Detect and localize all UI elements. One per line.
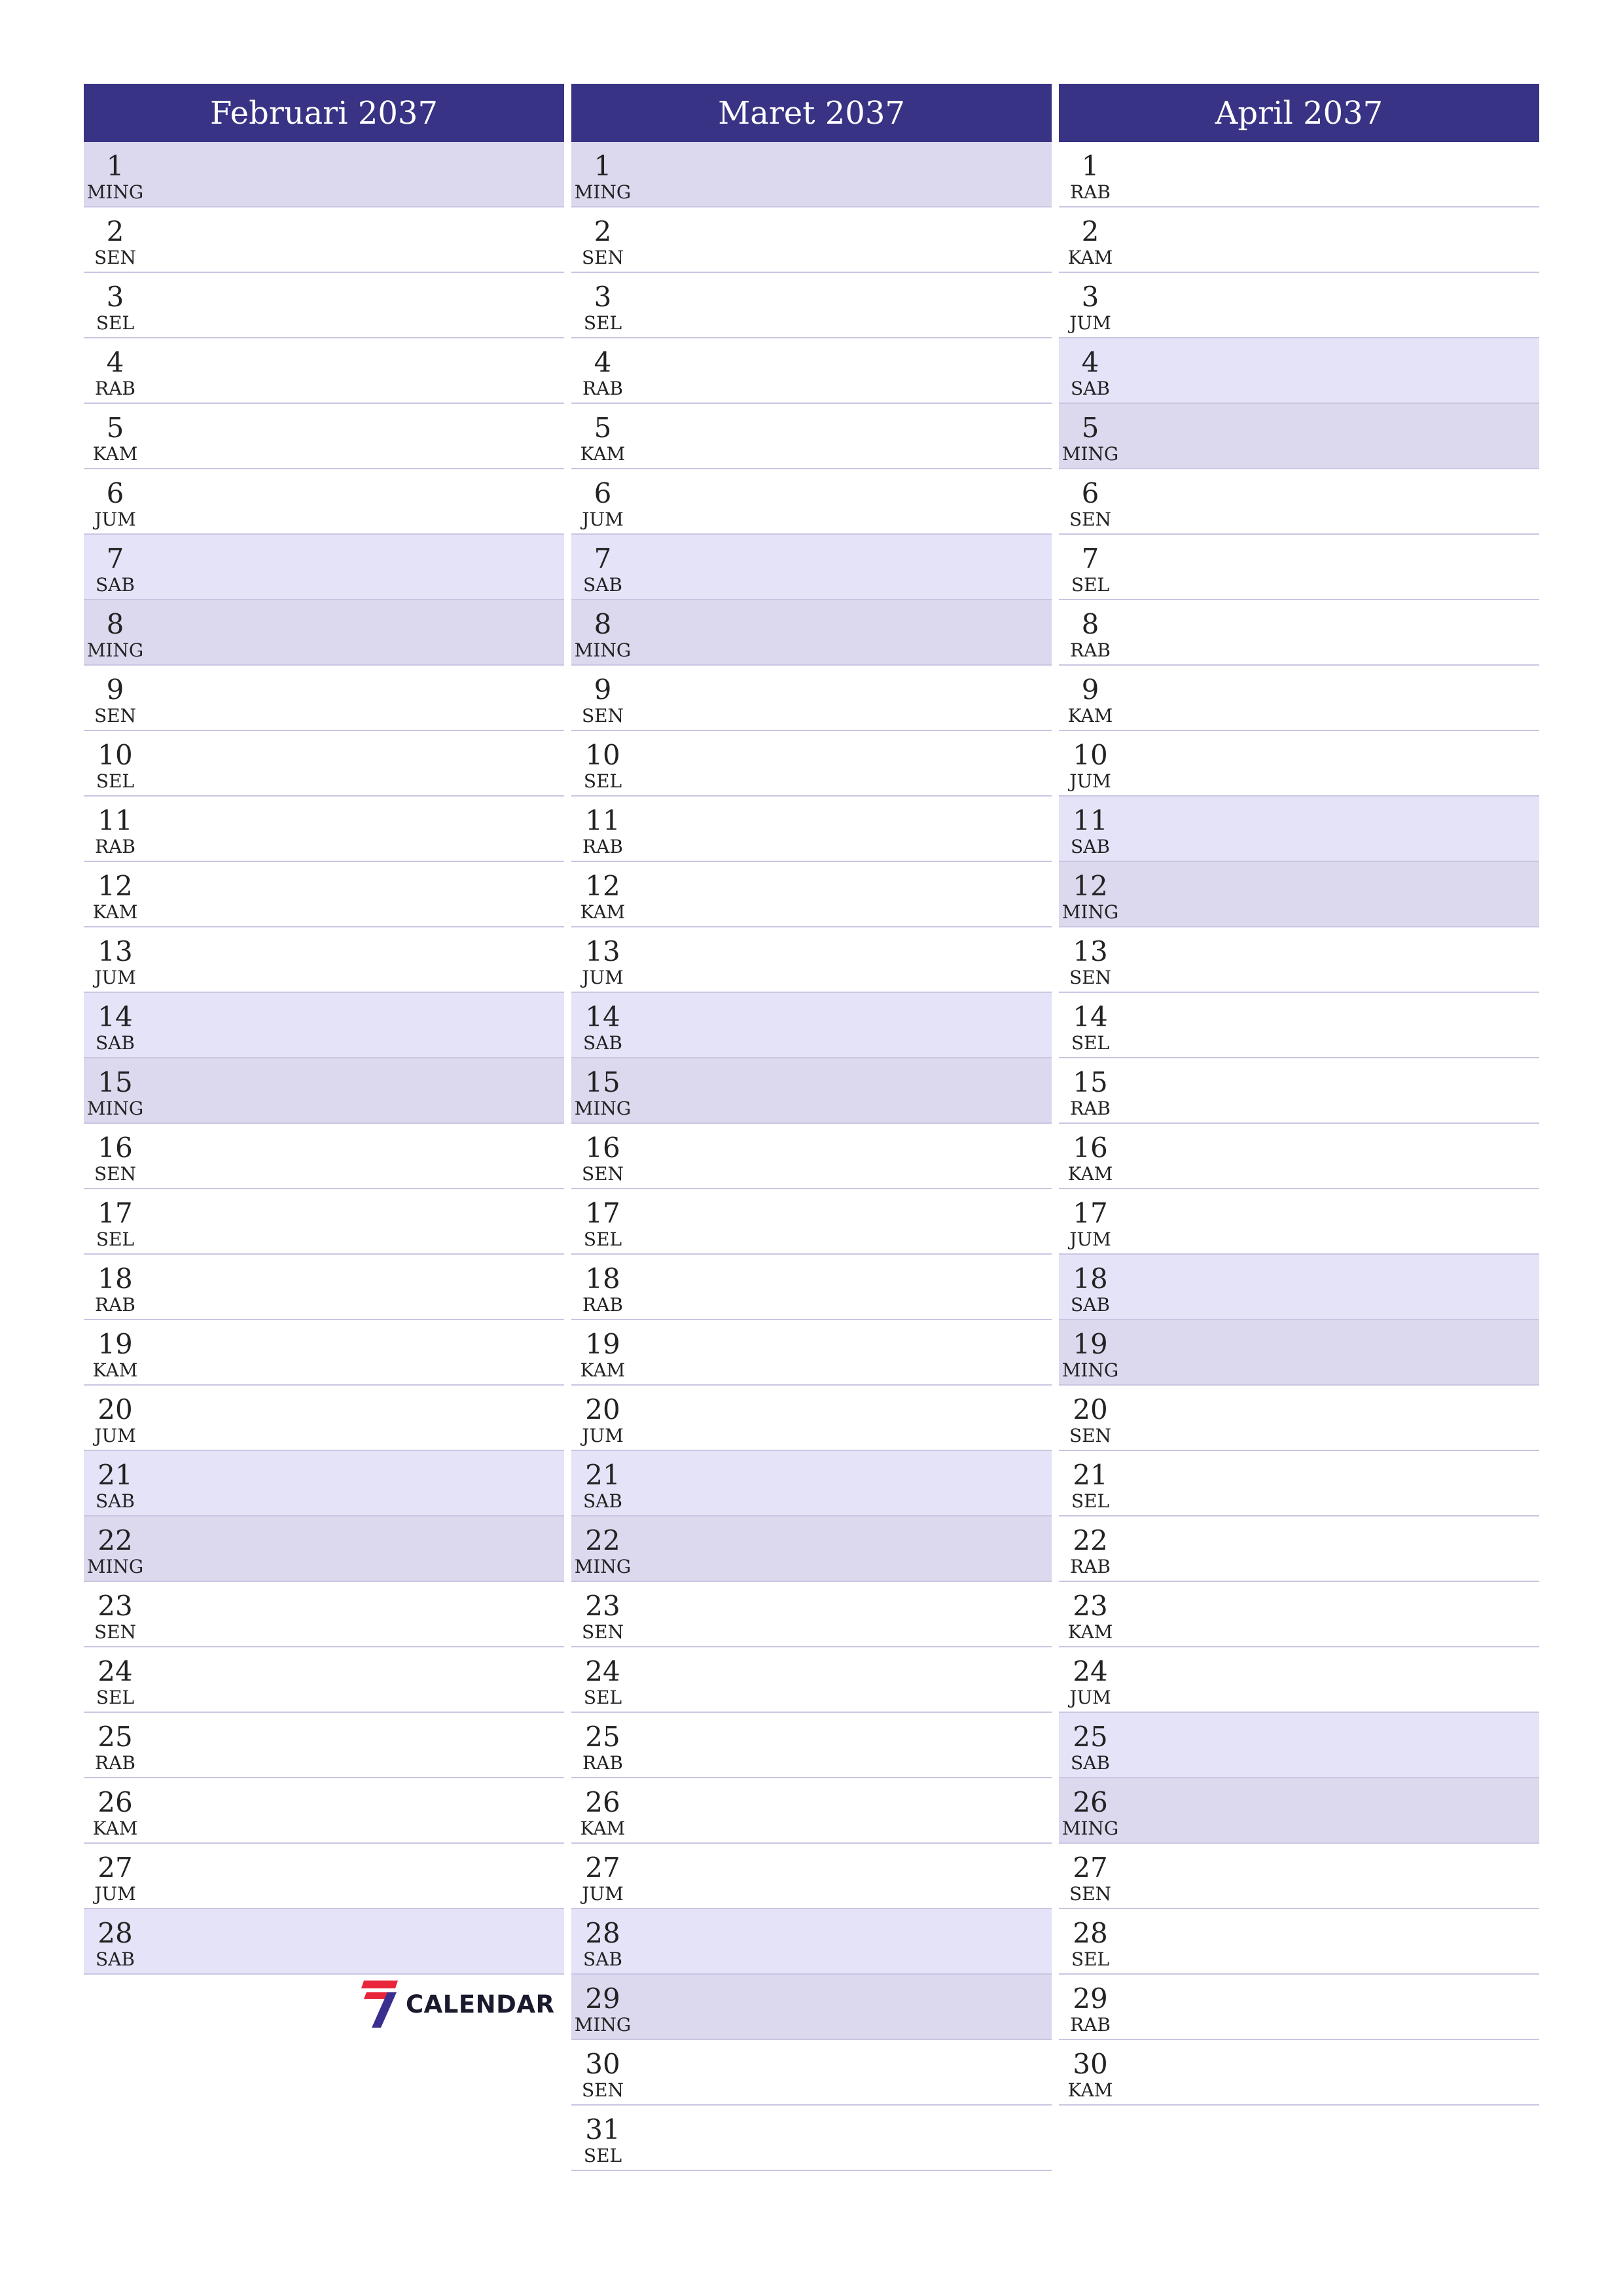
- day-row: [571, 1516, 1052, 1582]
- day-row: [84, 927, 564, 993]
- day-row: [571, 404, 1052, 469]
- day-list: [84, 142, 564, 1975]
- day-number: 11: [1073, 804, 1108, 836]
- day-number: 5: [106, 412, 124, 444]
- day-number: 17: [1073, 1197, 1108, 1229]
- day-name: KAM: [580, 443, 626, 465]
- day-row: [1059, 600, 1539, 666]
- day-row: [571, 1909, 1052, 1975]
- day-number: 20: [98, 1393, 133, 1426]
- day-name: SEN: [581, 705, 624, 726]
- day-row: [84, 1255, 564, 1320]
- day-name: KAM: [92, 901, 138, 923]
- day-row: [84, 731, 564, 797]
- logo-text: CALENDAR: [406, 1990, 555, 2018]
- day-number: 19: [585, 1328, 620, 1360]
- day-name: RAB: [582, 1752, 623, 1774]
- day-row: [84, 1451, 564, 1516]
- day-row: [84, 207, 564, 273]
- day-number: 26: [1073, 1786, 1108, 1818]
- month-column-february: [84, 84, 564, 1975]
- day-row: [571, 927, 1052, 993]
- day-number: 4: [106, 346, 124, 378]
- day-number: 15: [98, 1066, 133, 1098]
- day-row: [1059, 1189, 1539, 1255]
- day-row: [571, 862, 1052, 927]
- day-name: SAB: [583, 574, 622, 596]
- day-name: SAB: [1071, 1752, 1110, 1774]
- day-name: SAB: [96, 1490, 135, 1512]
- day-row: [1059, 1451, 1539, 1516]
- day-name: SAB: [583, 1490, 622, 1512]
- day-number: 26: [585, 1786, 620, 1818]
- day-number: 10: [585, 739, 620, 771]
- day-number: 8: [106, 608, 124, 640]
- day-name: KAM: [1067, 1621, 1113, 1643]
- day-name: KAM: [1067, 2079, 1113, 2101]
- day-name: KAM: [1067, 247, 1113, 268]
- day-number: 21: [1073, 1459, 1108, 1491]
- day-number: 14: [98, 1001, 133, 1033]
- day-name: SEN: [94, 705, 137, 726]
- day-name: RAB: [582, 1294, 623, 1316]
- day-row: [84, 1647, 564, 1713]
- day-row: [571, 1844, 1052, 1909]
- day-number: 21: [585, 1459, 620, 1491]
- day-number: 23: [98, 1590, 133, 1622]
- day-number: 18: [1073, 1263, 1108, 1295]
- day-row: [1059, 666, 1539, 731]
- day-name: MING: [1061, 443, 1119, 465]
- day-number: 10: [98, 739, 133, 771]
- day-name: SEL: [583, 2145, 622, 2166]
- day-row: [571, 338, 1052, 404]
- day-row: [84, 797, 564, 862]
- day-row: [84, 1909, 564, 1975]
- day-name: JUM: [1069, 312, 1111, 334]
- day-number: 16: [585, 1132, 620, 1164]
- day-name: MING: [86, 181, 144, 203]
- day-number: 31: [585, 2113, 620, 2145]
- day-name: RAB: [582, 378, 623, 399]
- day-row: [84, 273, 564, 338]
- day-row: [571, 273, 1052, 338]
- day-name: RAB: [95, 836, 135, 857]
- day-number: 2: [106, 215, 124, 247]
- day-list: [571, 142, 1052, 2171]
- day-row: [1059, 404, 1539, 469]
- day-name: KAM: [92, 1818, 138, 1839]
- day-row: [1059, 1124, 1539, 1189]
- day-name: KAM: [92, 1359, 138, 1381]
- day-number: 3: [594, 281, 612, 313]
- day-number: 5: [1081, 412, 1099, 444]
- day-number: 23: [1073, 1590, 1108, 1622]
- day-number: 25: [98, 1721, 133, 1753]
- day-row: [571, 797, 1052, 862]
- day-number: 8: [594, 608, 612, 640]
- day-name: MING: [1061, 1818, 1119, 1839]
- day-name: JUM: [582, 967, 624, 988]
- day-row: [571, 1320, 1052, 1386]
- day-row: [571, 1058, 1052, 1124]
- day-number: 19: [1073, 1328, 1108, 1360]
- day-number: 7: [106, 543, 124, 575]
- day-number: 7: [594, 543, 612, 575]
- day-row: [571, 2106, 1052, 2171]
- day-name: MING: [86, 1098, 144, 1119]
- day-number: 10: [1073, 739, 1108, 771]
- day-name: SEN: [94, 247, 137, 268]
- day-name: SEN: [1069, 1883, 1112, 1905]
- day-row: [571, 600, 1052, 666]
- day-name: SAB: [96, 574, 135, 596]
- day-number: 9: [1081, 673, 1099, 706]
- day-row: [84, 535, 564, 600]
- day-row: [1059, 1058, 1539, 1124]
- day-row: [1059, 1975, 1539, 2040]
- day-name: JUM: [582, 1425, 624, 1446]
- day-number: 23: [585, 1590, 620, 1622]
- day-row: [1059, 993, 1539, 1058]
- day-row: [571, 1778, 1052, 1844]
- day-name: RAB: [1070, 639, 1111, 661]
- day-number: 28: [1073, 1917, 1108, 1949]
- month-header: April 2037: [1059, 84, 1539, 142]
- day-number: 6: [594, 477, 612, 509]
- day-row: [84, 666, 564, 731]
- day-row: [84, 1778, 564, 1844]
- day-row: [571, 469, 1052, 535]
- day-row: [84, 993, 564, 1058]
- day-name: KAM: [580, 901, 626, 923]
- day-row: [84, 1713, 564, 1778]
- day-name: MING: [574, 1556, 632, 1577]
- day-name: RAB: [95, 1294, 135, 1316]
- day-name: JUM: [582, 509, 624, 530]
- day-name: SEL: [96, 770, 135, 792]
- day-name: SEN: [1069, 967, 1112, 988]
- day-name: KAM: [92, 443, 138, 465]
- day-name: KAM: [1067, 1163, 1113, 1185]
- day-name: JUM: [1069, 1687, 1111, 1708]
- day-name: MING: [574, 1098, 632, 1119]
- day-row: [1059, 1844, 1539, 1909]
- day-number: 1: [1081, 150, 1099, 182]
- day-number: 27: [1073, 1852, 1108, 1884]
- day-row: [1059, 2040, 1539, 2106]
- day-name: JUM: [1069, 770, 1111, 792]
- day-row: [1059, 273, 1539, 338]
- day-number: 18: [585, 1263, 620, 1295]
- day-number: 26: [98, 1786, 133, 1818]
- day-name: SEL: [1071, 1948, 1110, 1970]
- day-number: 7: [1081, 543, 1099, 575]
- brand-logo: [361, 1978, 554, 2030]
- day-number: 9: [594, 673, 612, 706]
- day-number: 24: [98, 1655, 133, 1687]
- day-name: JUM: [94, 509, 136, 530]
- day-name: SEL: [96, 1687, 135, 1708]
- day-name: RAB: [1070, 2014, 1111, 2036]
- day-row: [571, 1647, 1052, 1713]
- day-row: [1059, 469, 1539, 535]
- day-number: 16: [98, 1132, 133, 1164]
- day-name: SEN: [94, 1621, 137, 1643]
- day-number: 11: [585, 804, 620, 836]
- day-row: [571, 1582, 1052, 1647]
- day-number: 20: [585, 1393, 620, 1426]
- day-number: 20: [1073, 1393, 1108, 1426]
- day-name: MING: [574, 639, 632, 661]
- day-number: 9: [106, 673, 124, 706]
- day-name: SEL: [583, 1229, 622, 1250]
- day-name: RAB: [1070, 1098, 1111, 1119]
- day-number: 22: [1073, 1524, 1108, 1556]
- day-name: SEN: [1069, 1425, 1112, 1446]
- day-number: 13: [98, 935, 133, 967]
- day-row: [571, 1124, 1052, 1189]
- month-column-april: [1059, 84, 1539, 2106]
- day-number: 15: [1073, 1066, 1108, 1098]
- day-number: 19: [98, 1328, 133, 1360]
- day-number: 13: [585, 935, 620, 967]
- day-name: SAB: [1071, 836, 1110, 857]
- day-name: KAM: [1067, 705, 1113, 726]
- day-name: SAB: [583, 1032, 622, 1054]
- day-name: SEN: [581, 1621, 624, 1643]
- day-name: SEL: [583, 312, 622, 334]
- day-number: 3: [1081, 281, 1099, 313]
- day-name: SEN: [581, 1163, 624, 1185]
- day-row: [1059, 862, 1539, 927]
- day-row: [84, 1124, 564, 1189]
- day-number: 12: [1073, 870, 1108, 902]
- day-name: SEN: [581, 2079, 624, 2101]
- day-number: 15: [585, 1066, 620, 1098]
- day-number: 28: [98, 1917, 133, 1949]
- day-row: [1059, 1647, 1539, 1713]
- day-number: 6: [1081, 477, 1099, 509]
- day-name: SEL: [96, 1229, 135, 1250]
- day-number: 13: [1073, 935, 1108, 967]
- day-row: [571, 1255, 1052, 1320]
- day-row: [84, 1386, 564, 1451]
- day-name: SAB: [96, 1032, 135, 1054]
- day-name: JUM: [1069, 1229, 1111, 1250]
- day-row: [571, 1713, 1052, 1778]
- day-name: SEL: [1071, 1490, 1110, 1512]
- day-name: SEN: [581, 247, 624, 268]
- day-number: 12: [585, 870, 620, 902]
- day-row: [571, 1451, 1052, 1516]
- day-number: 11: [98, 804, 133, 836]
- day-number: 6: [106, 477, 124, 509]
- day-number: 4: [1081, 346, 1099, 378]
- day-number: 4: [594, 346, 612, 378]
- day-row: [84, 1582, 564, 1647]
- day-row: [1059, 142, 1539, 207]
- day-number: 1: [106, 150, 124, 182]
- day-row: [1059, 1516, 1539, 1582]
- day-name: MING: [86, 1556, 144, 1577]
- day-number: 29: [1073, 1982, 1108, 2015]
- day-name: RAB: [95, 1752, 135, 1774]
- day-name: SEL: [583, 770, 622, 792]
- day-row: [571, 142, 1052, 207]
- day-number: 29: [585, 1982, 620, 2015]
- day-name: SEL: [96, 312, 135, 334]
- day-name: KAM: [580, 1359, 626, 1381]
- day-number: 17: [98, 1197, 133, 1229]
- day-name: SAB: [96, 1948, 135, 1970]
- day-name: MING: [1061, 901, 1119, 923]
- day-row: [84, 1516, 564, 1582]
- day-number: 30: [585, 2048, 620, 2080]
- day-number: 2: [1081, 215, 1099, 247]
- month-column-march: [571, 84, 1052, 2171]
- day-number: 5: [594, 412, 612, 444]
- day-row: [84, 404, 564, 469]
- day-number: 2: [594, 215, 612, 247]
- day-number: 28: [585, 1917, 620, 1949]
- day-name: KAM: [580, 1818, 626, 1839]
- day-name: RAB: [1070, 1556, 1111, 1577]
- day-name: SEL: [583, 1687, 622, 1708]
- day-name: SAB: [583, 1948, 622, 1970]
- day-number: 24: [585, 1655, 620, 1687]
- day-number: 27: [98, 1852, 133, 1884]
- day-row: [571, 207, 1052, 273]
- day-row: [84, 338, 564, 404]
- day-row: [1059, 1320, 1539, 1386]
- day-number: 16: [1073, 1132, 1108, 1164]
- seven-logo-icon: [361, 1979, 401, 2029]
- day-row: [1059, 797, 1539, 862]
- day-number: 14: [585, 1001, 620, 1033]
- day-row: [84, 469, 564, 535]
- day-row: [571, 1189, 1052, 1255]
- day-name: MING: [86, 639, 144, 661]
- day-row: [1059, 1909, 1539, 1975]
- day-name: RAB: [582, 836, 623, 857]
- day-number: 25: [585, 1721, 620, 1753]
- day-name: RAB: [95, 378, 135, 399]
- day-row: [84, 1058, 564, 1124]
- day-row: [84, 600, 564, 666]
- day-row: [571, 2040, 1052, 2106]
- day-name: SAB: [1071, 1294, 1110, 1316]
- day-name: MING: [574, 2014, 632, 2036]
- day-number: 18: [98, 1263, 133, 1295]
- day-number: 27: [585, 1852, 620, 1884]
- month-header: Maret 2037: [571, 84, 1052, 142]
- day-name: SEL: [1071, 1032, 1110, 1054]
- day-row: [1059, 1713, 1539, 1778]
- day-row: [1059, 927, 1539, 993]
- day-number: 21: [98, 1459, 133, 1491]
- day-list: [1059, 142, 1539, 2106]
- day-row: [84, 142, 564, 207]
- day-name: MING: [574, 181, 632, 203]
- day-row: [1059, 207, 1539, 273]
- day-row: [84, 1320, 564, 1386]
- day-name: SEN: [94, 1163, 137, 1185]
- day-name: JUM: [94, 1425, 136, 1446]
- day-number: 22: [98, 1524, 133, 1556]
- day-name: MING: [1061, 1359, 1119, 1381]
- day-row: [1059, 1386, 1539, 1451]
- day-row: [1059, 1582, 1539, 1647]
- day-name: JUM: [94, 967, 136, 988]
- day-row: [571, 993, 1052, 1058]
- day-number: 3: [106, 281, 124, 313]
- day-name: SEN: [1069, 509, 1112, 530]
- day-row: [1059, 535, 1539, 600]
- day-name: JUM: [94, 1883, 136, 1905]
- day-row: [571, 731, 1052, 797]
- day-row: [571, 535, 1052, 600]
- day-number: 22: [585, 1524, 620, 1556]
- day-number: 17: [585, 1197, 620, 1229]
- day-row: [1059, 338, 1539, 404]
- day-row: [1059, 1778, 1539, 1844]
- day-row: [84, 862, 564, 927]
- day-row: [571, 1386, 1052, 1451]
- day-row: [84, 1844, 564, 1909]
- month-header: Februari 2037: [84, 84, 564, 142]
- day-number: 14: [1073, 1001, 1108, 1033]
- day-row: [84, 1189, 564, 1255]
- day-number: 8: [1081, 608, 1099, 640]
- day-name: SEL: [1071, 574, 1110, 596]
- day-number: 1: [594, 150, 612, 182]
- day-number: 12: [98, 870, 133, 902]
- day-number: 24: [1073, 1655, 1108, 1687]
- day-name: SAB: [1071, 378, 1110, 399]
- day-name: JUM: [582, 1883, 624, 1905]
- day-row: [571, 666, 1052, 731]
- day-number: 25: [1073, 1721, 1108, 1753]
- day-row: [1059, 1255, 1539, 1320]
- day-row: [1059, 731, 1539, 797]
- day-number: 30: [1073, 2048, 1108, 2080]
- day-row: [571, 1975, 1052, 2040]
- day-name: RAB: [1070, 181, 1111, 203]
